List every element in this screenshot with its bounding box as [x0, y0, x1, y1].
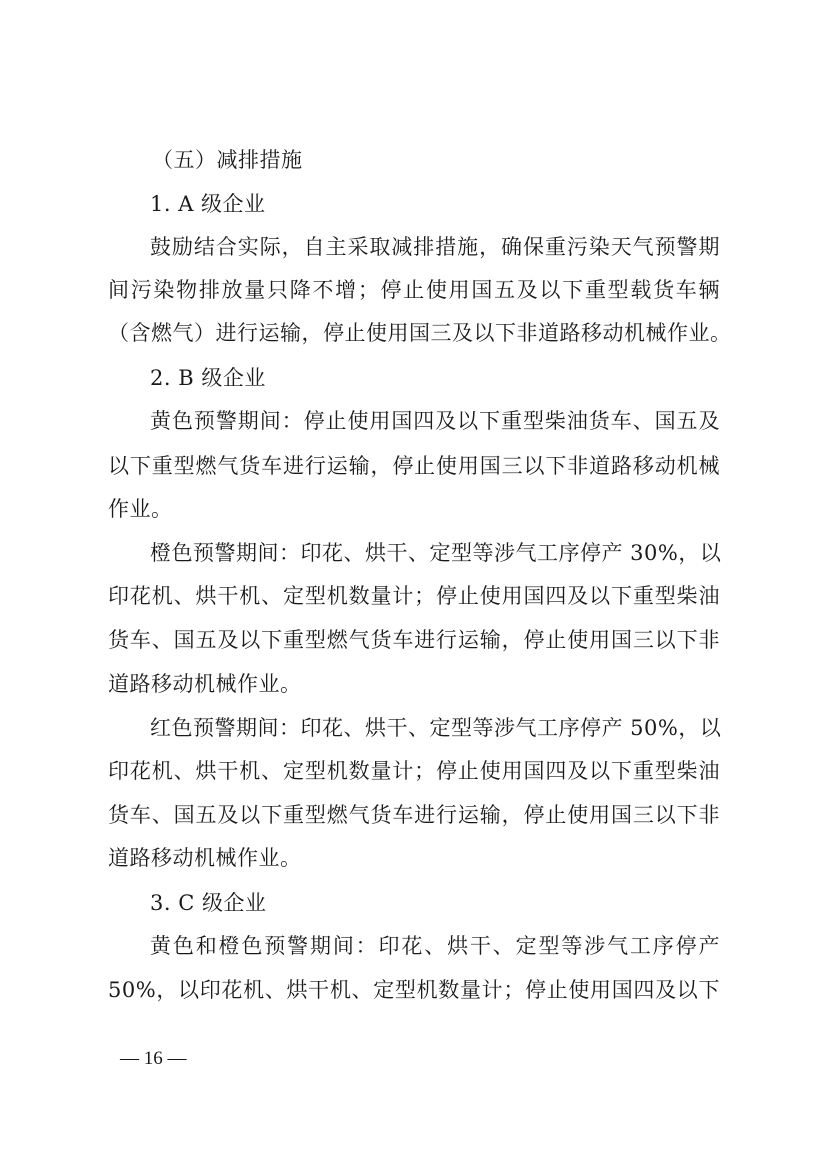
paragraph-line: 橙色预警期间：印花、烘干、定型等涉气工序停产 30%，以 [150, 541, 722, 565]
section-heading: （五）减排措施 [152, 148, 303, 172]
paragraph-line: 道路移动机械作业。 [108, 672, 302, 696]
paragraph-line: 以下重型燃气货车进行运输，停止使用国三以下非道路移动机械 [108, 454, 720, 478]
section-title-b: 2. B 级企业 [150, 366, 266, 390]
paragraph-line: 黄色和橙色预警期间：印花、烘干、定型等涉气工序停产 [150, 934, 720, 958]
paragraph-line: 印花机、烘干机、定型机数量计；停止使用国四及以下重型柴油 [108, 584, 720, 608]
paragraph-line: 印花机、烘干机、定型机数量计；停止使用国四及以下重型柴油 [108, 759, 720, 783]
paragraph-line: 红色预警期间：印花、烘干、定型等涉气工序停产 50%，以 [150, 716, 722, 740]
page-number: — 16 — [120, 1048, 187, 1069]
paragraph-line: （含燃气）进行运输，停止使用国三及以下非道路移动机械作业。 [108, 321, 732, 345]
paragraph-line: 货车、国五及以下重型燃气货车进行运输，停止使用国三以下非 [108, 803, 720, 827]
paragraph-line: 间污染物排放量只降不增；停止使用国五及以下重型载货车辆 [108, 278, 720, 302]
section-title-c: 3. C 级企业 [150, 891, 267, 915]
paragraph-line: 货车、国五及以下重型燃气货车进行运输，停止使用国三以下非 [108, 628, 720, 652]
paragraph-line: 黄色预警期间：停止使用国四及以下重型柴油货车、国五及 [150, 409, 720, 433]
paragraph-line: 鼓励结合实际，自主采取减排措施，确保重污染天气预警期 [150, 235, 720, 259]
section-title-a: 1. A 级企业 [150, 192, 266, 216]
paragraph-line: 作业。 [108, 497, 173, 521]
paragraph-line: 道路移动机械作业。 [108, 846, 302, 870]
paragraph-line: 50%，以印花机、烘干机、定型机数量计；停止使用国四及以下 [108, 978, 720, 1002]
